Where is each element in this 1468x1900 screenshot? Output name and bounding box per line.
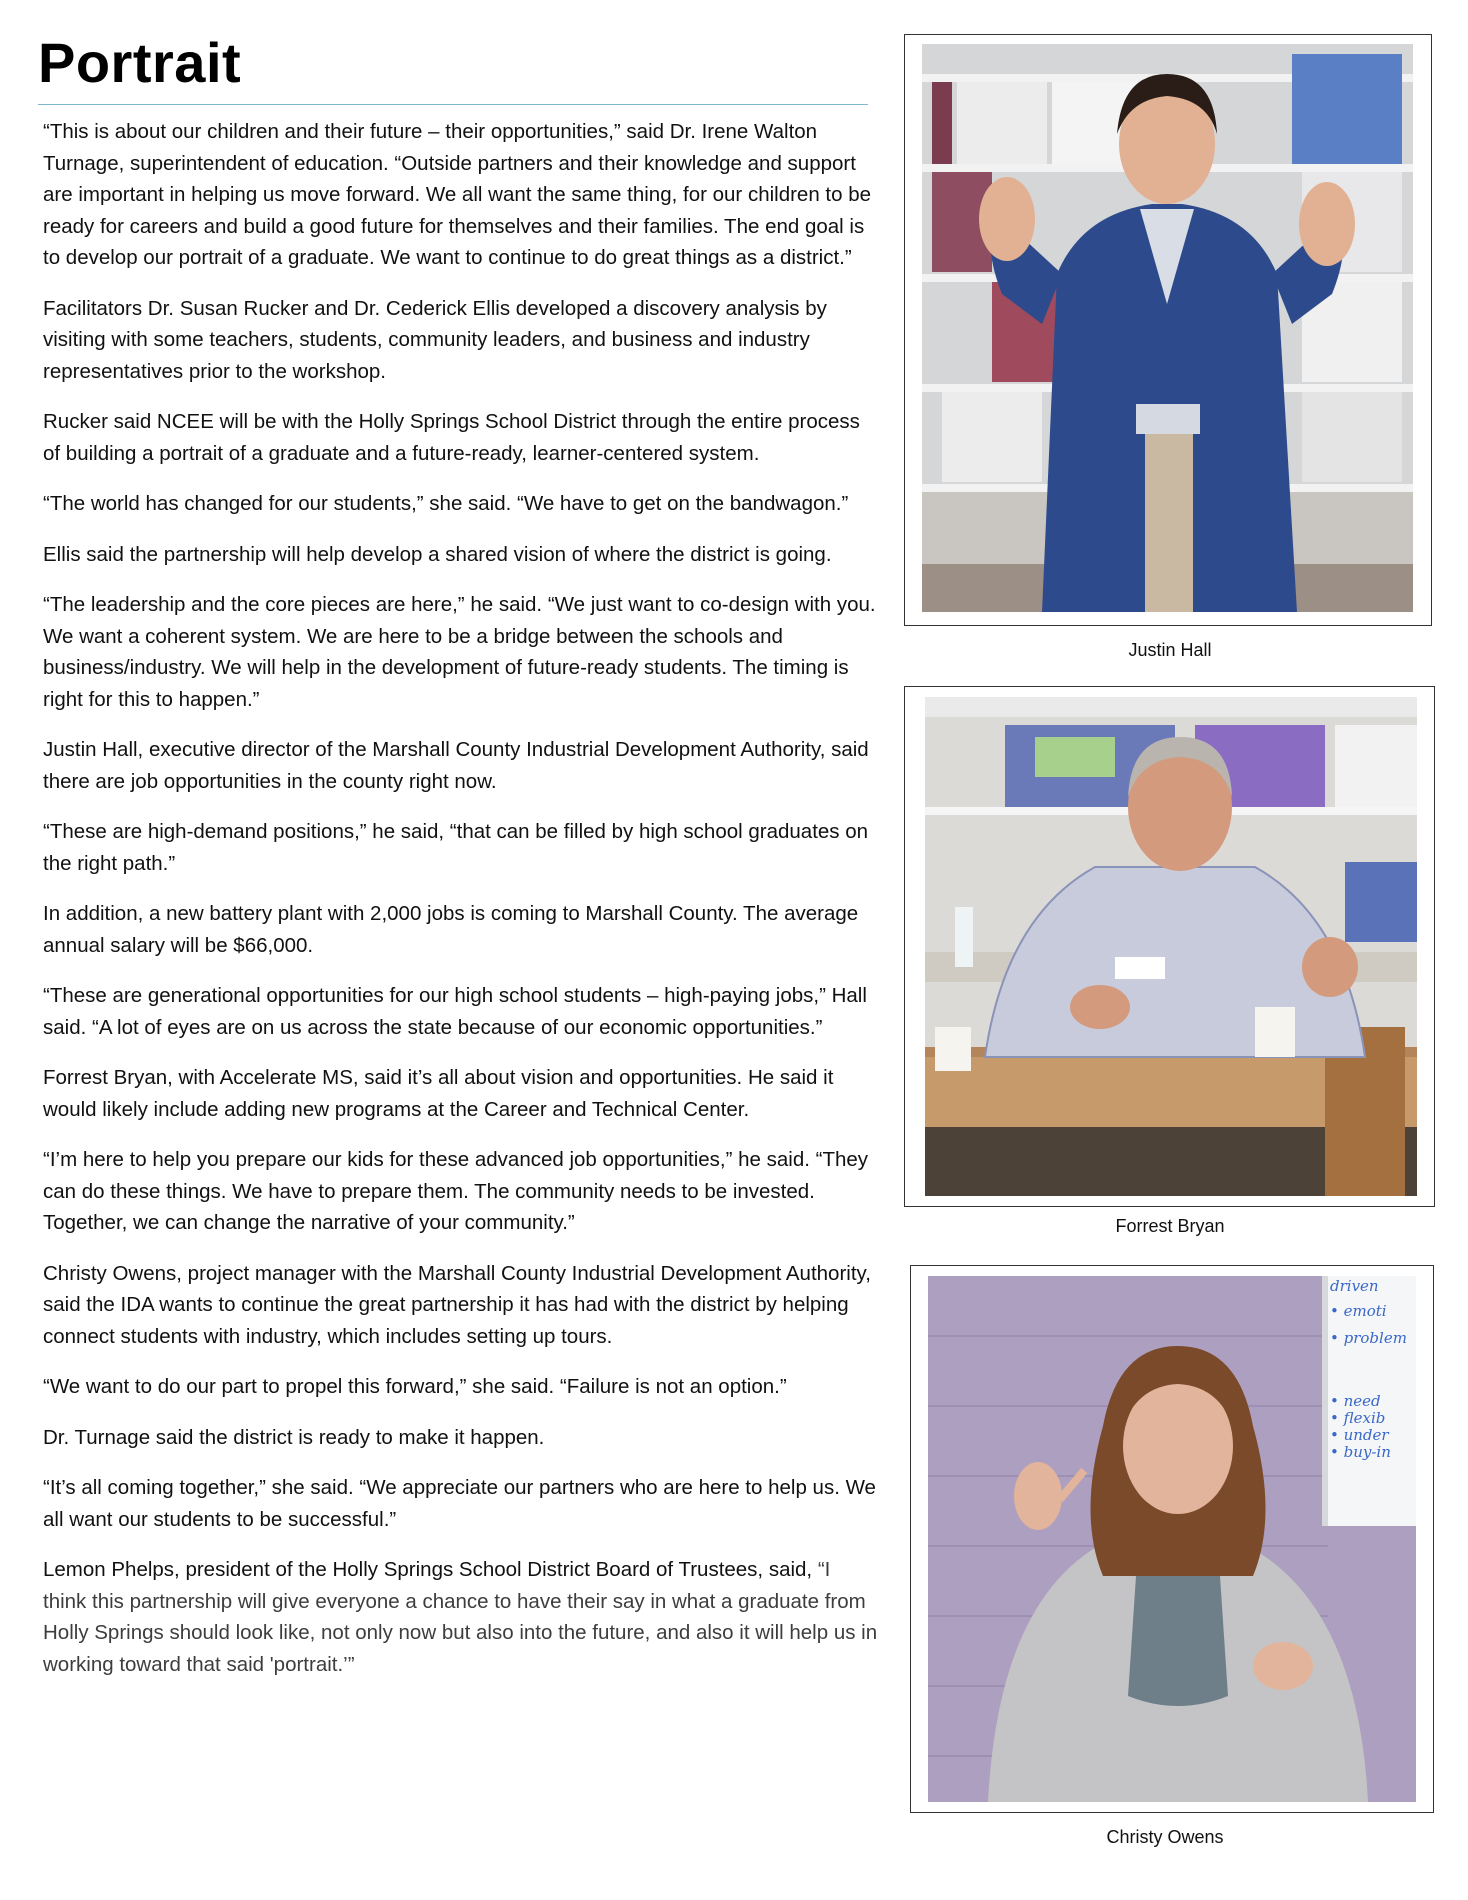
paragraph: “The world has changed for our students,” she said. “We have to get on the bandwagon.” — [43, 492, 849, 515]
photo-caption-christy-owens: Christy Owens — [1106, 1827, 1224, 1847]
whiteboard-word: • flexib — [1330, 1409, 1386, 1427]
paragraph: Forrest Bryan, with Accelerate MS, said it’s all about vision and opportunities. He said it would likely include adding new programs at the Career and Technical Center. — [43, 1066, 834, 1121]
photo-caption-justin-hall: Justin Hall — [1128, 640, 1212, 660]
final-paragraph-quote: “I think this partnership will give everyone a chance to have their say in what a graduate from Holly Springs should look like, not only now but also into the future, and also it will help us in working toward that said 'portrait.’” — [43, 1558, 878, 1676]
page-title: Portrait — [38, 31, 242, 94]
photo-caption-forrest-bryan: Forrest Bryan — [1115, 1216, 1225, 1236]
whiteboard-word: • under — [1330, 1426, 1389, 1444]
paragraph: “These are high-demand positions,” he said, “that can be filled by high school graduates on the right path.” — [43, 820, 869, 875]
article-body — [43, 116, 878, 1699]
paragraph: “We want to do our part to propel this forward,” she said. “Failure is not an option.” — [43, 1375, 787, 1398]
paragraph: “These are generational opportunities for our high school students – high-paying jobs,” Hall said. “A lot of eyes are on us across the state because of our economic opportunities.” — [43, 984, 867, 1039]
final-paragraph — [43, 1554, 878, 1680]
photo-forrest-bryan — [925, 697, 1417, 1196]
paragraph: “This is about our children and their future – their opportunities,” said Dr. Irene Walton Turnage, superintendent of education. “Outside partners and their knowledge and support are important in helping us move forward. We all want the same thing, for our children to be ready for careers and build a good future for themselves and their families. The end goal is to develop our portrait of a graduate. We want to continue to do great things as a district.” — [43, 120, 872, 269]
whiteboard-word: • buy-in — [1330, 1443, 1391, 1461]
paragraph: Rucker said NCEE will be with the Holly Springs School District through the entire process of building a portrait of a graduate and a future-ready, learner-centered system. — [43, 410, 860, 465]
whiteboard-word: • problem — [1330, 1329, 1407, 1347]
paragraph: “I’m here to help you prepare our kids for these advanced job opportunities,” he said. “They can do these things. We have to prepare them. The community needs to be invested. Together, we can change the narrative of your community.” — [43, 1148, 869, 1234]
paragraph: “It’s all coming together,” she said. “We appreciate our partners who are here to help us. We all want our students to be successful.” — [43, 1476, 876, 1531]
photo-justin-hall — [922, 44, 1413, 612]
title-divider — [38, 104, 868, 105]
whiteboard-notes — [1330, 1278, 1416, 1461]
whiteboard-word: • need — [1330, 1392, 1381, 1410]
whiteboard-word: driven — [1330, 1277, 1379, 1295]
paragraph: Dr. Turnage said the district is ready to make it happen. — [43, 1425, 545, 1449]
photo-christy-owens — [928, 1276, 1416, 1802]
paragraph: Christy Owens, project manager with the Marshall County Industrial Development Authority, said the IDA wants to continue the great partnership it has had with the district by helping connect students with industry, which includes setting up tours. — [43, 1261, 871, 1348]
paragraph: In addition, a new battery plant with 2,000 jobs is coming to Marshall County. The average annual salary will be $66,000. — [43, 902, 859, 957]
whiteboard-word: • emoti — [1330, 1302, 1387, 1320]
paragraph: Ellis said the partnership will help develop a shared vision of where the district is going. — [43, 542, 832, 566]
paragraph: Justin Hall, executive director of the Marshall County Industrial Development Authority, said there are job opportunities in the county right now. — [43, 738, 869, 793]
final-paragraph-lead: Lemon Phelps, president of the Holly Springs School District Board of Trustees, said, — [43, 1558, 813, 1581]
paragraph: “The leadership and the core pieces are here,” he said. “We just want to co-design with you. We want a coherent system. We are here to be a bridge between the schools and business/industry. We will help in the development of future-ready students. The timing is right for this to happen.” — [43, 593, 876, 711]
paragraph: Facilitators Dr. Susan Rucker and Dr. Cederick Ellis developed a discovery analysis by visiting with some teachers, students, community leaders, and business and industry representatives prior to the workshop. — [43, 296, 827, 383]
